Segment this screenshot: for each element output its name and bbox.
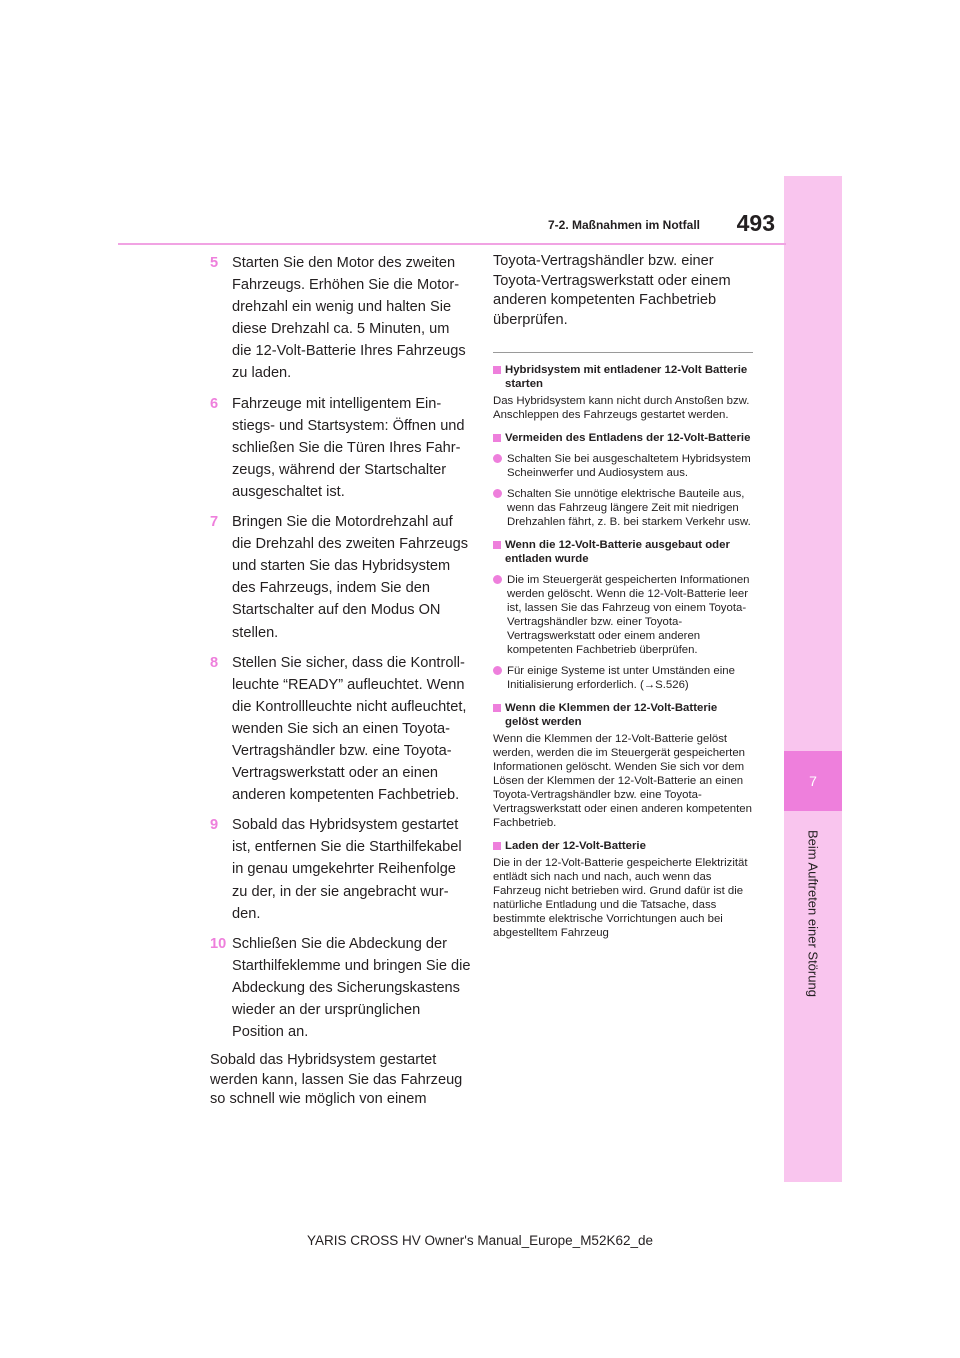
chapter-side-strip — [784, 176, 842, 1182]
step-item — [210, 252, 472, 385]
bullet-item — [493, 487, 753, 529]
circle-bullet-icon — [493, 454, 502, 463]
left-column — [210, 252, 472, 1110]
square-bullet-icon — [493, 366, 501, 374]
section-title-row — [493, 839, 753, 853]
section-heading: 7-2. Maßnahmen im Notfall — [547, 218, 700, 232]
chapter-number: 7 — [809, 773, 817, 789]
circle-bullet-icon — [493, 666, 502, 675]
chapter-title-vertical — [803, 830, 823, 1030]
square-bullet-icon — [493, 434, 501, 442]
chapter-title: Beim Auftreten einer Störung — [805, 830, 821, 997]
header-rule — [118, 243, 786, 245]
step-item — [210, 511, 472, 644]
step-text: Sobald das Hybridsystem gestartet ist, entfernen Sie die Starthilfekabel in genau umgekehrter Reihenfolge zu der, in der sie angebracht wurden. — [232, 817, 462, 922]
closing-paragraph: Sobald das Hybridsystem gestartet werden kann, lassen Sie das Fahrzeug so schnell wie möglich von einem — [210, 1052, 463, 1108]
step-number: 9 — [210, 817, 219, 834]
section-title: Wenn die Klemmen der 12-Volt-Batterie gelöst werden — [505, 702, 718, 728]
step-item — [210, 814, 472, 924]
bullet-text: Für einige Systeme ist unter Umständen eine Initialisierung erforderlich. (→S.526) — [507, 665, 735, 691]
info-sections — [493, 363, 753, 940]
info-divider — [493, 352, 753, 353]
bullet-item — [493, 573, 753, 657]
section-title: Vermeiden des Entladens der 12-Volt-Batterie — [505, 432, 751, 444]
footer-manual-title: YARIS CROSS HV Owner's Manual_Europe_M52K62_de — [307, 1233, 653, 1248]
step-number: 6 — [210, 395, 219, 412]
circle-bullet-icon — [493, 575, 502, 584]
page-number: 493 — [736, 210, 775, 236]
section-title: Laden der 12-Volt-Batterie — [505, 840, 646, 852]
section-text: Die in der 12-Volt-Batterie gespeicherte Elektrizität entlädt sich nach und nach, auch wenn das Fahrzeug nicht betrieben wird. Grund dafür ist die natürliche Entladung und die Tatsache, dass bestimmte elektrische Vorrichtungen auch bei abgestelltem Fahrzeug — [493, 857, 748, 939]
step-text: Stellen Sie sicher, dass die Kontrollleuchte “READY” aufleuchtet. Wenn die Kontrollleuchte nicht aufleuchtet, wenden Sie sich an einen Toyota-Vertragshändler bzw. eine Toyota-Vertragswerkstatt oder an einen anderen kompetenten Fachbetrieb. — [232, 654, 467, 804]
step-number: 8 — [210, 654, 219, 671]
bullet-item — [493, 452, 753, 480]
step-list — [210, 252, 472, 1043]
step-text: Schließen Sie die Abdeckung der Starthilfeklemme und bringen Sie die Abdeckung des Sicherungskastens wieder an der ursprünglichen Position an. — [232, 935, 471, 1041]
chapter-number-tab[interactable] — [784, 751, 842, 811]
step-item — [210, 393, 472, 503]
section-title-row — [493, 701, 753, 729]
bullet-text: Schalten Sie unnötige elektrische Bauteile aus, wenn das Fahrzeug längere Zeit mit niedrigen Drehzahlen fährt, z. B. bei starkem Verkehr usw. — [507, 488, 751, 528]
step-number: 7 — [210, 514, 219, 531]
step-item — [210, 652, 472, 807]
section-title-row — [493, 538, 753, 566]
section-title: Hybridsystem mit entladener 12-Volt Batterie starten — [505, 364, 748, 390]
bullet-text: Die im Steuergerät gespeicherten Informationen werden gelöscht. Wenn die 12-Volt-Batterie leer ist, lassen Sie das Fahrzeug von einem Toyota-Vertragshändler bzw. einer Toyota-Vertragswerkstatt oder einem anderen kompetenten Fachbetrieb überprüfen. — [507, 574, 750, 656]
step-text: Fahrzeuge mit intelligentem Einstiegs- und Startsystem: Öffnen und schließen Sie die Türen Ihres Fahrzeugs, während der Startschalter ausgeschaltet ist. — [232, 395, 465, 500]
step-text: Bringen Sie die Motordrehzahl auf die Drehzahl des zweiten Fahrzeugs und starten Sie das Hybridsystem des Fahrzeugs, indem Sie den Startschalter auf den Modus ON stellen. — [232, 514, 469, 641]
continued-paragraph: Toyota-Vertragshändler bzw. einer Toyota-Vertragswerkstatt oder einem anderen kompetenten Fachbetrieb überprüfen. — [493, 253, 731, 328]
section-title: Wenn die 12-Volt-Batterie ausgebaut oder entladen wurde — [505, 539, 730, 565]
step-item — [210, 933, 472, 1043]
bullet-text: Schalten Sie bei ausgeschaltetem Hybridsystem Scheinwerfer und Audiosystem aus. — [507, 453, 751, 479]
section-title-row — [493, 363, 753, 391]
square-bullet-icon — [493, 842, 501, 850]
square-bullet-icon — [493, 704, 501, 712]
section-text: Das Hybridsystem kann nicht durch Anstoßen bzw. Anschleppen des Fahrzeugs gestartet werden. — [493, 395, 750, 421]
step-text: Starten Sie den Motor des zweiten Fahrzeugs. Erhöhen Sie die Motordrehzahl ein wenig und halten Sie diese Drehzahl ca. 5 Minuten, um die 12-Volt-Batterie Ihres Fahrzeugs zu laden. — [232, 255, 466, 382]
right-column — [493, 252, 753, 940]
square-bullet-icon — [493, 541, 501, 549]
section-text: Wenn die Klemmen der 12-Volt-Batterie gelöst werden, werden die im Steuergerät gespeicherten Informationen gelöscht. Wenden Sie sich vor dem Lösen der Klemmen der 12-Volt-Batterie an einen Toyota-Vertragshändler bzw. eine Toyota-Vertragswerkstatt oder einen anderen kompetenten Fachbetrieb. — [493, 733, 752, 829]
bullet-item — [493, 664, 753, 692]
step-number: 10 — [210, 935, 227, 952]
section-title-row — [493, 431, 753, 445]
circle-bullet-icon — [493, 489, 502, 498]
step-number: 5 — [210, 255, 219, 271]
